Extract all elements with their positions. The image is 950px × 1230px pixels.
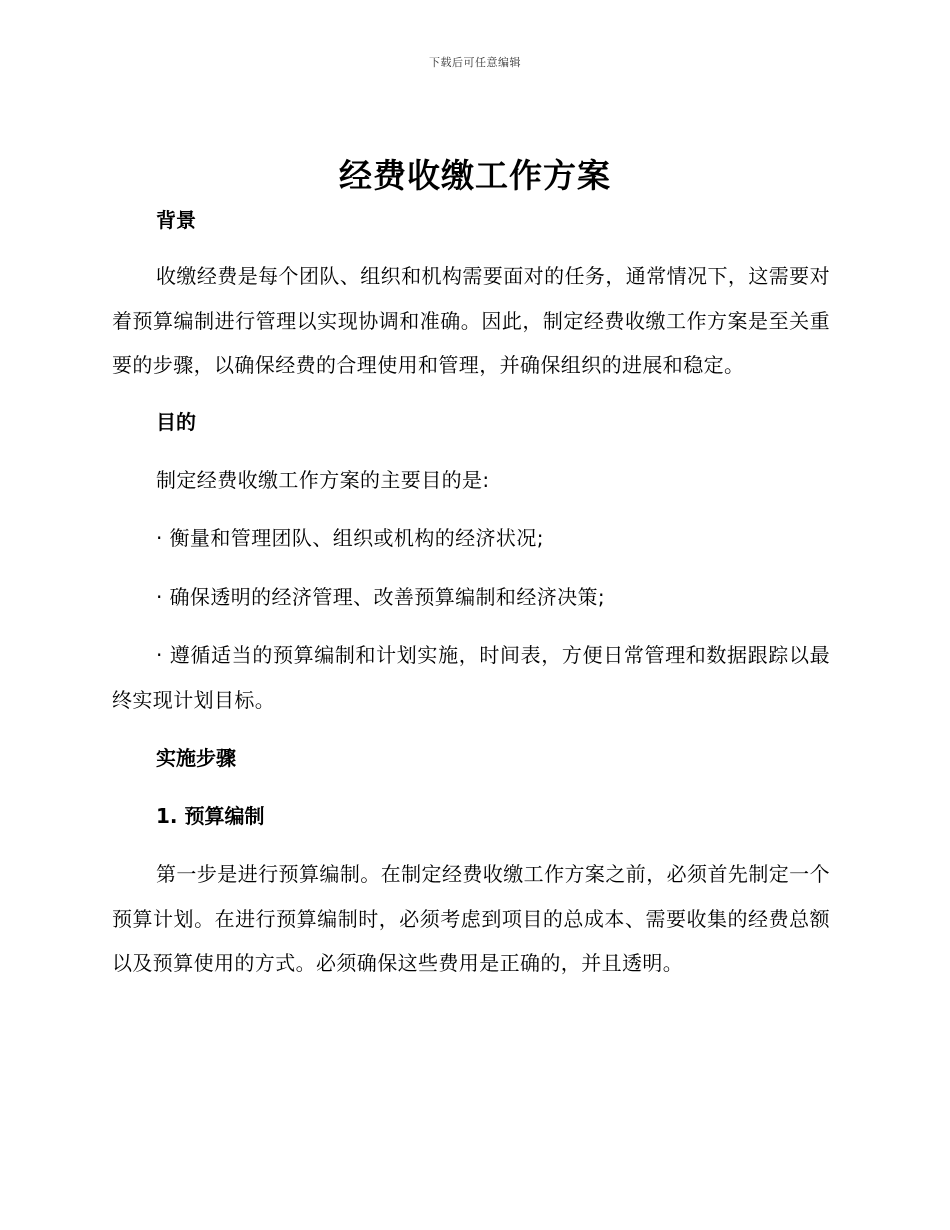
- steps-heading: 实施步骤: [156, 746, 236, 770]
- purpose-item-1: · 衡量和管理团队、组织或机构的经济状况;: [156, 526, 544, 550]
- purpose-intro: 制定经费收缴工作方案的主要目的是:: [156, 467, 490, 492]
- purpose-item-2: · 确保透明的经济管理、改善预算编制和经济决策;: [156, 584, 606, 609]
- document-body: [112, 198, 830, 986]
- step1-paragraph: 第一步是进行预算编制。在制定经费收缴工作方案之前，必须首先制定一个预算计划。在进行预算编制时，必须考虑到项目的总成本、需要收集的经费总额以及预算使用的方式。必须确保这些费用是正确的，并且透明。: [112, 862, 830, 975]
- purpose-heading: 目的: [156, 409, 196, 434]
- header-note: 下载后可任意编辑: [429, 56, 521, 69]
- step1-heading: 1. 预算编制: [156, 804, 265, 828]
- document-title: 经费收缴工作方案: [339, 156, 611, 195]
- background-paragraph: 收缴经费是每个团队、组织和机构需要面对的任务，通常情况下，这需要对着预算编制进行管理以实现协调和准确。因此，制定经费收缴工作方案是至关重要的步骤，以确保经费的合理使用和管理，并确保组织的进展和稳定。: [112, 264, 830, 377]
- purpose-item-3: · 遵循适当的预算编制和计划实施，时间表，方便日常管理和数据跟踪以最终实现计划目标。: [112, 643, 830, 712]
- background-heading: 背景: [156, 208, 196, 232]
